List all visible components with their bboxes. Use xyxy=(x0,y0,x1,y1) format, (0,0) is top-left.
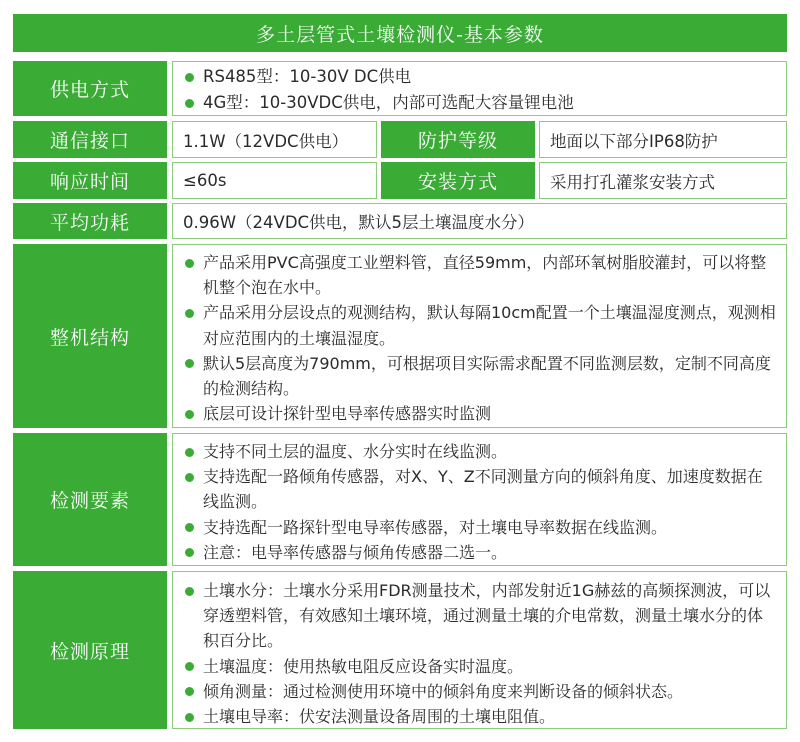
label-response: 响应时间 xyxy=(13,162,167,199)
label-structure: 整机结构 xyxy=(13,244,167,428)
label-power: 平均功耗 xyxy=(13,203,167,239)
list-item: 土壤水分：土壤水分采用FDR测量技术，内部发射近1G赫兹的高频探测波，可以穿透塑料管，有效感知土壤环境，通过测量土壤的介电常数，测量土壤水分的体积百分比。 xyxy=(183,578,776,654)
value-power: 0.96W（24VDC供电，默认5层土壤温度水分） xyxy=(172,203,787,239)
bullet-icon xyxy=(185,587,194,596)
bullet-icon xyxy=(185,309,194,318)
value-principle xyxy=(172,571,787,729)
bullet-icon xyxy=(185,523,194,532)
list-item: 支持选配一路倾角传感器，对X、Y、Z不同测量方向的倾斜角度、加速度数据在线监测。 xyxy=(183,464,776,514)
list-item: 支持不同土层的温度、水分实时在线监测。 xyxy=(183,439,776,464)
bullet-icon xyxy=(185,359,194,368)
bullet-icon xyxy=(185,713,194,722)
bullet-icon xyxy=(185,410,194,419)
bullet-icon xyxy=(185,473,194,482)
list-item: 产品采用分层设点的观测结构，默认每隔10cm配置一个土壤温湿度测点，观测相对应范围内的土壤温湿度。 xyxy=(183,300,776,350)
list-item: 土壤电导率：伏安法测量设备周围的土壤电阻值。 xyxy=(183,704,776,729)
list-item: 支持选配一路探针型电导率传感器，对土壤电导率数据在线监测。 xyxy=(183,515,776,540)
list-item: 土壤温度：使用热敏电阻反应设备实时温度。 xyxy=(183,654,776,679)
list-item: 产品采用PVC高强度工业塑料管，直径59mm，内部环氧树脂胶灌封，可以将整机整个泡在水中。 xyxy=(183,250,776,300)
page-title: 多土层管式土壤检测仪-基本参数 xyxy=(13,14,787,52)
bullet-icon xyxy=(185,448,194,457)
list-item: 倾角测量：通过检测使用环境中的倾斜角度来判断设备的倾斜状态。 xyxy=(183,679,776,704)
bullet-icon xyxy=(185,99,194,108)
bullet-icon xyxy=(185,687,194,696)
bullet-icon xyxy=(185,662,194,671)
value-response: ≤60s xyxy=(172,162,377,199)
value-power-supply xyxy=(172,61,787,116)
label-interface: 通信接口 xyxy=(13,121,167,158)
bullet-icon xyxy=(185,548,194,557)
value-structure xyxy=(172,244,787,428)
list-item: 4G型：10-30VDC供电，内部可选配大容量锂电池 xyxy=(183,90,776,116)
label-power-supply: 供电方式 xyxy=(13,61,167,116)
value-interface: 1.1W（12VDC供电） xyxy=(172,121,377,158)
value-install: 采用打孔灌浆安装方式 xyxy=(539,162,787,199)
label-principle: 检测原理 xyxy=(13,571,167,729)
label-protection: 防护等级 xyxy=(381,121,535,158)
list-item: 底层可设计探针型电导率传感器实时监测 xyxy=(183,401,776,426)
list-item: RS485型：10-30V DC供电 xyxy=(183,64,776,90)
value-protection: 地面以下部分IP68防护 xyxy=(539,121,787,158)
label-elements: 检测要素 xyxy=(13,433,167,566)
list-item: 默认5层高度为790mm，可根据项目实际需求配置不同监测层数，定制不同高度的检测结构。 xyxy=(183,351,776,401)
list-item: 注意：电导率传感器与倾角传感器二选一。 xyxy=(183,540,776,565)
bullet-icon xyxy=(185,259,194,268)
label-install: 安装方式 xyxy=(381,162,535,199)
value-elements xyxy=(172,433,787,566)
bullet-icon xyxy=(185,73,194,82)
